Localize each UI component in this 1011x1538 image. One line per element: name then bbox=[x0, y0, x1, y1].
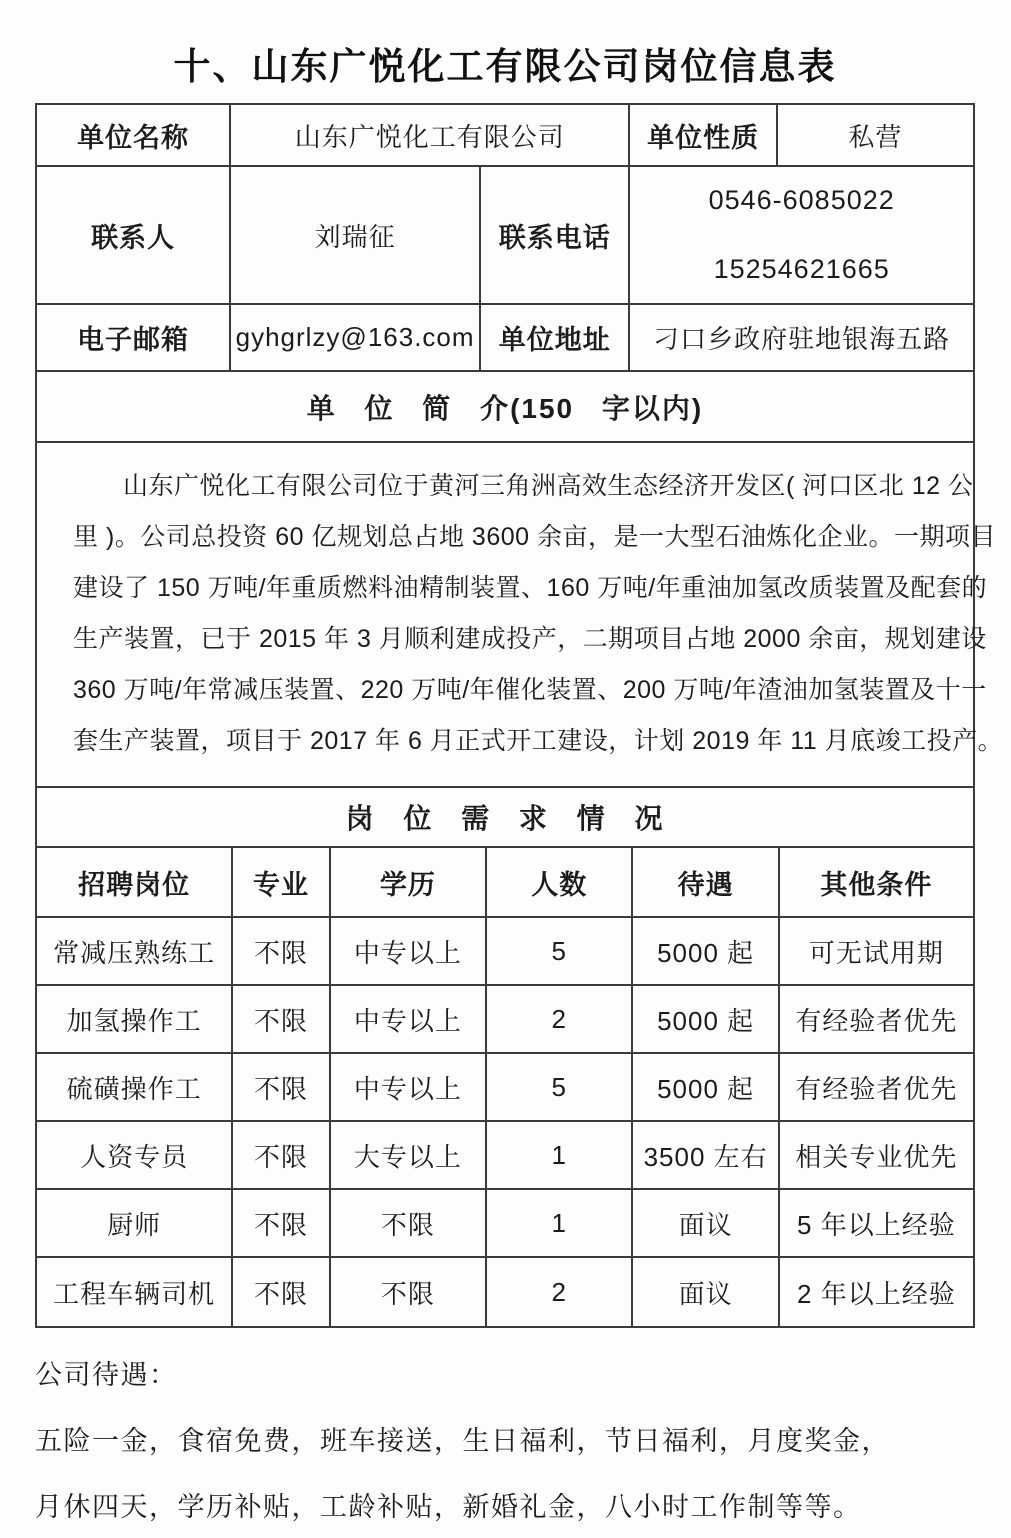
benefits-line: 月休四天，学历补贴，工龄补贴，新婚礼金，八小时工作制等等。 bbox=[35, 1492, 862, 1522]
contact-person-label: 联系人 bbox=[37, 167, 231, 303]
job-row bbox=[37, 1258, 973, 1326]
job-education-cell: 中专以上 bbox=[331, 1054, 487, 1120]
email-address-row bbox=[37, 305, 973, 372]
benefits-line: 五险一金，食宿免费，班车接送，生日福利，节日福利，月度奖金， bbox=[35, 1426, 890, 1456]
job-row bbox=[37, 1122, 973, 1190]
unit-name-value: 山东广悦化工有限公司 bbox=[231, 105, 630, 165]
job-position-cell: 人资专员 bbox=[37, 1122, 233, 1188]
intro-line: 生产装置，已于 2015 年 3 月顺利建成投产，二期项目占地 2000 余亩，规划建设 bbox=[73, 625, 987, 653]
job-row bbox=[37, 986, 973, 1054]
address-label: 单位地址 bbox=[481, 305, 630, 370]
job-headcount-cell: 1 bbox=[487, 1190, 633, 1256]
job-major-cell: 不限 bbox=[233, 1054, 331, 1120]
email-label: 电子邮箱 bbox=[37, 305, 231, 370]
job-info-table bbox=[35, 103, 1004, 1328]
job-salary-cell: 面议 bbox=[633, 1190, 779, 1256]
job-position-cell: 工程车辆司机 bbox=[37, 1258, 233, 1326]
column-header-salary: 待遇 bbox=[633, 848, 779, 916]
intro-line: 山东广悦化工有限公司位于黄河三角洲高效生态经济开发区( 河口区北 12 公 bbox=[123, 472, 974, 500]
job-headcount-cell: 1 bbox=[487, 1122, 633, 1188]
job-salary-cell: 3500 左右 bbox=[633, 1122, 779, 1188]
job-other-cell: 2 年以上经验 bbox=[797, 1278, 956, 1309]
job-salary-cell: 面议 bbox=[633, 1258, 779, 1326]
unit-type-label: 单位性质 bbox=[630, 105, 777, 165]
page-title: 十、山东广悦化工有限公司岗位信息表 bbox=[173, 47, 837, 88]
unit-name-label: 单位名称 bbox=[37, 105, 231, 165]
job-salary-cell: 5000 起 bbox=[633, 986, 779, 1052]
intro-line: 360 万吨/年常减压装置、220 万吨/年催化装置、200 万吨/年渣油加氢装置及十一 bbox=[73, 676, 987, 704]
job-row bbox=[37, 918, 973, 986]
intro-section-header: 单 位 简 介(150 字以内) bbox=[306, 392, 704, 424]
job-other-cell: 5 年以上经验 bbox=[797, 1209, 956, 1240]
address-value: 刁口乡政府驻地银海五路 bbox=[653, 324, 951, 354]
intro-line: 套生产装置，项目于 2017 年 6 月正式开工建设，计划 2019 年 11 月底竣工投产。 bbox=[73, 727, 1004, 755]
column-header-position: 招聘岗位 bbox=[37, 848, 233, 916]
job-major-cell: 不限 bbox=[233, 1122, 331, 1188]
intro-paragraph bbox=[37, 443, 1004, 788]
contact-person-value: 刘瑞征 bbox=[231, 167, 481, 303]
job-position-cell: 常减压熟练工 bbox=[37, 918, 233, 984]
job-salary-cell: 5000 起 bbox=[633, 1054, 779, 1120]
jobs-header-row bbox=[37, 848, 973, 918]
unit-name-row bbox=[37, 105, 973, 167]
job-education-cell: 大专以上 bbox=[331, 1122, 487, 1188]
contact-row bbox=[37, 167, 973, 305]
job-position-cell: 厨师 bbox=[37, 1190, 233, 1256]
job-headcount-cell: 5 bbox=[487, 1054, 633, 1120]
intro-line: 建设了 150 万吨/年重质燃料油精制装置、160 万吨/年重油加氢改质装置及配套的 bbox=[73, 574, 988, 602]
contact-phone-value bbox=[630, 167, 973, 303]
job-education-cell: 中专以上 bbox=[331, 986, 487, 1052]
job-headcount-cell: 2 bbox=[487, 986, 633, 1052]
job-headcount-cell: 2 bbox=[487, 1258, 633, 1326]
job-other-cell: 有经验者优先 bbox=[795, 1073, 958, 1104]
column-header-other: 其他条件 bbox=[820, 869, 933, 900]
unit-type-value: 私营 bbox=[848, 121, 903, 152]
job-other-cell: 相关专业优先 bbox=[795, 1141, 958, 1172]
job-headcount-cell: 5 bbox=[487, 918, 633, 984]
intro-section-row bbox=[37, 372, 973, 443]
email-value: gyhgrlzy@163.com bbox=[231, 305, 481, 370]
phone-number-2: 15254621665 bbox=[713, 254, 890, 284]
job-row bbox=[37, 1190, 973, 1258]
jobs-section-row bbox=[37, 788, 973, 848]
benefits-heading: 公司待遇： bbox=[35, 1360, 178, 1390]
job-other-cell: 可无试用期 bbox=[808, 937, 944, 968]
job-major-cell: 不限 bbox=[233, 1190, 331, 1256]
job-education-cell: 不限 bbox=[331, 1258, 487, 1326]
benefits-section bbox=[35, 1342, 990, 1538]
job-position-cell: 加氢操作工 bbox=[37, 986, 233, 1052]
column-header-education: 学历 bbox=[331, 848, 487, 916]
job-row bbox=[37, 1054, 973, 1122]
job-other-cell: 有经验者优先 bbox=[795, 1005, 958, 1036]
job-position-cell: 硫磺操作工 bbox=[37, 1054, 233, 1120]
job-major-cell: 不限 bbox=[233, 918, 331, 984]
job-salary-cell: 5000 起 bbox=[633, 918, 779, 984]
phone-number-1: 0546-6085022 bbox=[708, 185, 895, 215]
job-major-cell: 不限 bbox=[233, 986, 331, 1052]
contact-phone-label: 联系电话 bbox=[481, 167, 630, 303]
job-education-cell: 中专以上 bbox=[331, 918, 487, 984]
column-header-headcount: 人数 bbox=[487, 848, 633, 916]
jobs-section-header: 岗 位 需 求 情 况 bbox=[345, 803, 665, 834]
job-major-cell: 不限 bbox=[233, 1258, 331, 1326]
intro-line: 里 )。公司总投资 60 亿规划总占地 3600 余亩，是一大型石油炼化企业。一期项目 bbox=[73, 523, 996, 551]
column-header-major: 专业 bbox=[233, 848, 331, 916]
job-education-cell: 不限 bbox=[331, 1190, 487, 1256]
